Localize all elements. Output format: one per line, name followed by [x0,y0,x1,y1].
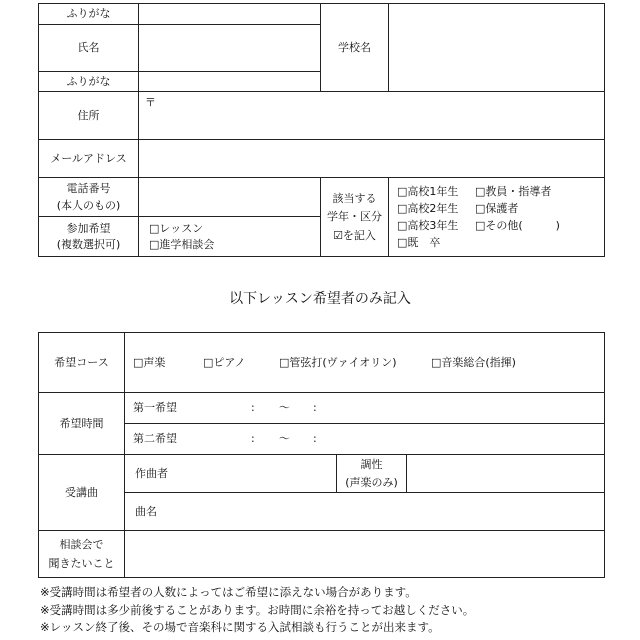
course-checkbox-general[interactable]: □音楽総合(指揮) [431,355,516,369]
phone-field[interactable] [139,178,321,217]
time-row-second[interactable] [125,424,605,455]
composer-field[interactable] [125,455,337,493]
furigana-label: ふりがな [39,4,139,25]
notes [40,584,474,637]
name-label: 氏名 [39,25,139,72]
grade-checkbox-graduate[interactable]: □既 卒 [397,236,441,250]
note-3: ※レッスン終了後、その場で音楽科に関する入試相談も行うことが出来ます。 [40,620,440,634]
course-checkbox-vocal[interactable]: □声楽 [133,355,166,369]
email-field[interactable] [139,140,605,178]
grade-checkbox-year2[interactable]: □高校2年生 [397,201,459,215]
school-field[interactable] [389,4,605,92]
time-first-label: 第一希望 [133,401,177,415]
time-label: 希望時間 [39,393,125,455]
address-field[interactable] [139,92,605,140]
grade-checkbox-year1[interactable]: □高校1年生 [397,184,459,198]
consult-label [39,531,125,578]
consult-field[interactable] [125,531,605,578]
name-field[interactable] [139,25,321,72]
section-title: 以下レッスン希望者のみ記入 [229,291,411,307]
grade-checkbox-guardian[interactable]: □保護者 [475,201,519,215]
piece-label: 受講曲 [39,455,125,531]
time-first-colon2: : [313,401,317,415]
time-first-tilde: ～ [279,401,290,415]
consult-label-line1: 相談会で [59,538,104,552]
purpose-checkbox-lesson[interactable]: □レッスン [149,221,204,235]
grade-checkbox-year3[interactable]: □高校3年生 [397,219,459,232]
purpose-label-line1: 参加希望 [66,221,111,235]
furigana-name-field[interactable] [139,4,321,25]
composer-label: 作曲者 [135,466,168,480]
title-field[interactable] [125,493,605,531]
key-label-line1: 調性 [360,458,383,472]
furigana-address-label: ふりがな [39,72,139,92]
course-label: 希望コース [39,333,125,393]
course-options [125,333,605,393]
title-label: 曲名 [135,504,157,518]
grade-label-line2: 学年・区分 [327,210,382,224]
note-2: ※受講時間は多少前後することがあります。お時間に余裕を持ってお越しください。 [40,602,475,617]
grade-label-line1: 該当する [332,192,377,206]
purpose-checkbox-consultation[interactable]: □進学相談会 [149,238,215,251]
email-label: メールアドレス [39,140,139,178]
course-checkbox-piano[interactable]: □ピアノ [203,355,246,369]
grade-label-line3: ☑を記入 [333,228,376,242]
phone-label-line2: (本人のもの) [56,198,121,212]
purpose-label-line2: (複数選択可) [56,238,121,251]
purpose-label [39,217,139,257]
phone-label [39,178,139,217]
lesson-table [38,332,605,578]
key-label-line2: (声楽のみ) [345,475,398,489]
time-second-label: 第二希望 [133,432,177,446]
key-label [337,455,407,493]
address-label: 住所 [39,92,139,140]
note-1: ※受講時間は希望者の人数によってはご希望に添えない場合があります。 [40,585,417,599]
grade-options [389,178,605,257]
school-label: 学校名 [321,4,389,92]
purpose-options [139,217,321,257]
time-second-colon2: : [313,432,317,446]
grade-label [321,178,389,257]
furigana-address-field[interactable] [139,72,321,92]
course-checkbox-strings[interactable]: □管弦打(ヴァイオリン) [279,355,397,369]
grade-checkbox-other[interactable]: □その他( ) [475,219,560,232]
time-second-colon1: : [251,432,255,446]
time-second-tilde: ～ [279,432,290,446]
time-first-colon1: : [251,401,255,415]
postal-mark: 〒 [145,96,156,109]
phone-label-line1: 電話番号 [66,182,111,196]
grade-checkbox-teacher[interactable]: □教員・指導者 [475,184,552,198]
key-field[interactable] [407,455,605,493]
time-row-first[interactable] [125,393,605,424]
personal-info-table [38,3,605,257]
consult-label-line2: 聞きたいこと [48,556,115,570]
